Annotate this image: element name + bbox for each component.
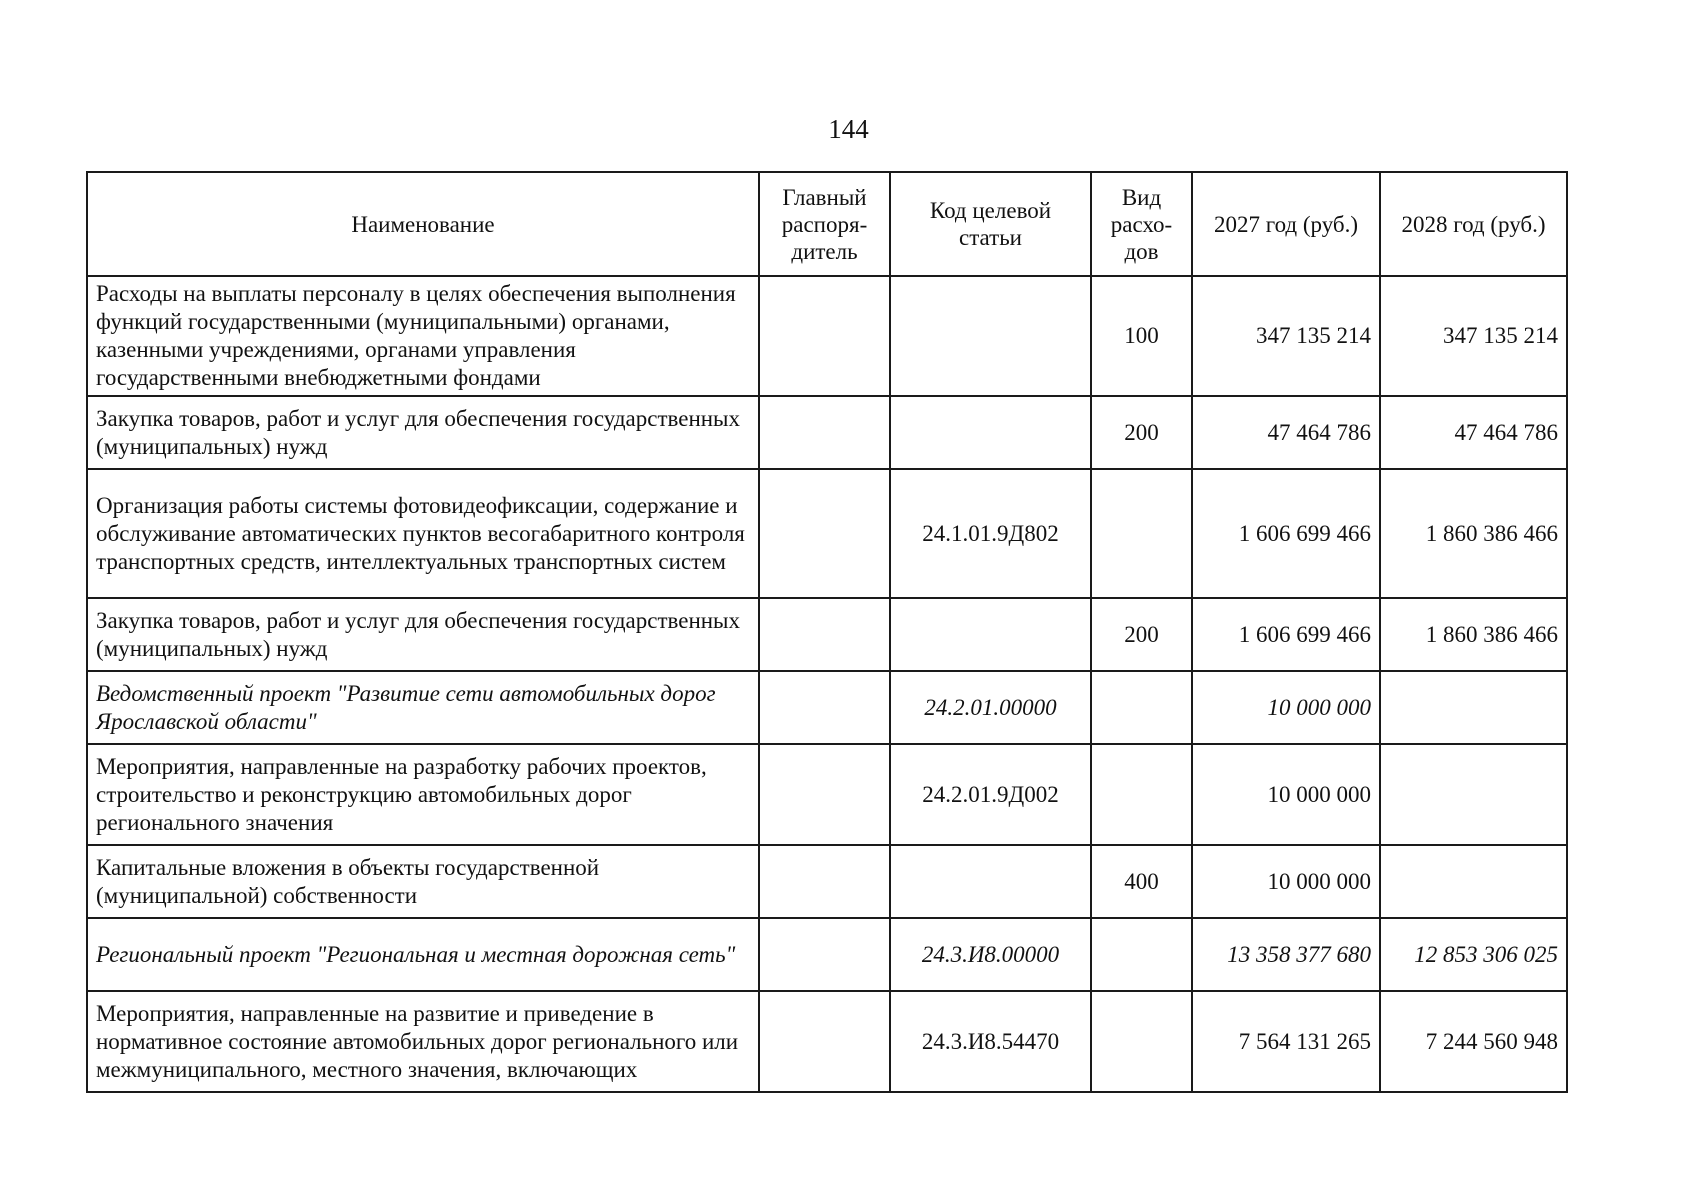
cell-2028: 47 464 786 [1380, 396, 1567, 469]
table-row [87, 396, 1567, 469]
cell-2027: 1 606 699 466 [1192, 598, 1380, 671]
cell-name: Мероприятия, направленные на развитие и приведение в нормативное состояние автомобильных дорог регионального или межмуниципального, местного значения, включающих [87, 991, 759, 1092]
cell-manager [759, 396, 890, 469]
table-row [87, 744, 1567, 845]
cell-kind: 400 [1091, 845, 1192, 918]
cell-2028: 1 860 386 466 [1380, 598, 1567, 671]
cell-kind [1091, 744, 1192, 845]
cell-2027: 347 135 214 [1192, 276, 1380, 396]
header-manager: Главный распоря-дитель [759, 172, 890, 276]
header-code: Код целевой статьи [890, 172, 1091, 276]
cell-name: Региональный проект "Региональная и местная дорожная сеть" [87, 918, 759, 991]
table-body [87, 276, 1567, 1092]
header-kind: Вид расхо-дов [1091, 172, 1192, 276]
header-2027: 2027 год (руб.) [1192, 172, 1380, 276]
cell-kind [1091, 918, 1192, 991]
table-row [87, 671, 1567, 744]
cell-2027: 10 000 000 [1192, 744, 1380, 845]
cell-name: Расходы на выплаты персоналу в целях обеспечения выполнения функций государственными (муниципальными) органами, казенными учреждениями, органами управления государственными внебюджетными фондами [87, 276, 759, 396]
cell-2028 [1380, 845, 1567, 918]
cell-manager [759, 918, 890, 991]
cell-2028: 12 853 306 025 [1380, 918, 1567, 991]
cell-manager [759, 845, 890, 918]
cell-code [890, 845, 1091, 918]
cell-name: Мероприятия, направленные на разработку рабочих проектов, строительство и реконструкцию автомобильных дорог регионального значения [87, 744, 759, 845]
cell-code [890, 598, 1091, 671]
cell-2028 [1380, 671, 1567, 744]
cell-2027: 13 358 377 680 [1192, 918, 1380, 991]
table-row [87, 845, 1567, 918]
table-row [87, 991, 1567, 1092]
cell-manager [759, 469, 890, 598]
cell-kind [1091, 469, 1192, 598]
table-header [87, 172, 1567, 276]
cell-2028: 7 244 560 948 [1380, 991, 1567, 1092]
cell-code [890, 396, 1091, 469]
cell-manager [759, 671, 890, 744]
cell-name: Закупка товаров, работ и услуг для обеспечения государственных (муниципальных) нужд [87, 396, 759, 469]
header-name: Наименование [87, 172, 759, 276]
cell-code [890, 276, 1091, 396]
cell-kind: 200 [1091, 598, 1192, 671]
cell-name: Ведомственный проект "Развитие сети автомобильных дорог Ярославской области" [87, 671, 759, 744]
cell-code: 24.3.И8.54470 [890, 991, 1091, 1092]
cell-name: Закупка товаров, работ и услуг для обеспечения государственных (муниципальных) нужд [87, 598, 759, 671]
cell-manager [759, 276, 890, 396]
cell-name: Организация работы системы фотовидеофиксации, содержание и обслуживание автоматических пунктов весогабаритного контроля транспортных средств, интеллектуальных транспортных систем [87, 469, 759, 598]
cell-2027: 10 000 000 [1192, 845, 1380, 918]
cell-2027: 1 606 699 466 [1192, 469, 1380, 598]
page-number: 144 [828, 114, 869, 144]
cell-2028: 1 860 386 466 [1380, 469, 1567, 598]
cell-name: Капитальные вложения в объекты государственной (муниципальной) собственности [87, 845, 759, 918]
table-row [87, 469, 1567, 598]
table-row [87, 598, 1567, 671]
budget-table [86, 171, 1568, 1093]
cell-manager [759, 991, 890, 1092]
cell-code: 24.2.01.9Д002 [890, 744, 1091, 845]
cell-2027: 10 000 000 [1192, 671, 1380, 744]
cell-2028 [1380, 744, 1567, 845]
cell-kind: 100 [1091, 276, 1192, 396]
header-row [87, 172, 1567, 276]
cell-code: 24.3.И8.00000 [890, 918, 1091, 991]
table-row [87, 276, 1567, 396]
cell-2027: 7 564 131 265 [1192, 991, 1380, 1092]
cell-2028: 347 135 214 [1380, 276, 1567, 396]
cell-code: 24.1.01.9Д802 [890, 469, 1091, 598]
header-2028: 2028 год (руб.) [1380, 172, 1567, 276]
cell-manager [759, 598, 890, 671]
cell-code: 24.2.01.00000 [890, 671, 1091, 744]
cell-kind: 200 [1091, 396, 1192, 469]
cell-kind [1091, 671, 1192, 744]
cell-kind [1091, 991, 1192, 1092]
cell-manager [759, 744, 890, 845]
cell-2027: 47 464 786 [1192, 396, 1380, 469]
table-row [87, 918, 1567, 991]
